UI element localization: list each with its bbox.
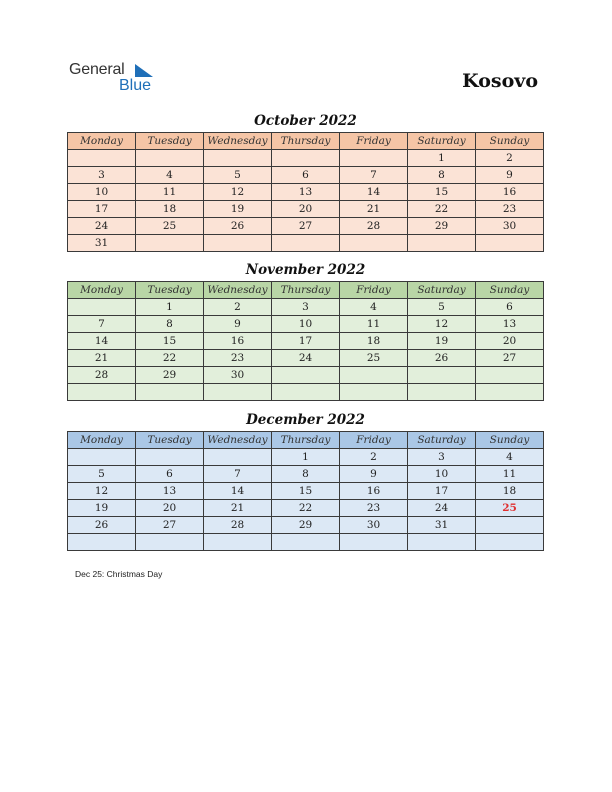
day-cell: 29 — [272, 517, 340, 534]
day-cell — [340, 150, 408, 167]
day-cell — [476, 367, 544, 384]
day-cell: 19 — [204, 201, 272, 218]
day-cell — [340, 367, 408, 384]
day-cell — [204, 449, 272, 466]
weekday-header: Sunday — [476, 282, 544, 299]
weekday-header: Saturday — [408, 432, 476, 449]
day-cell — [272, 534, 340, 551]
weekday-header-row — [68, 282, 544, 299]
week-row — [68, 299, 544, 316]
day-cell: 21 — [68, 350, 136, 367]
day-cell: 20 — [136, 500, 204, 517]
day-cell — [136, 534, 204, 551]
day-cell: 20 — [272, 201, 340, 218]
day-cell: 14 — [68, 333, 136, 350]
day-cell — [340, 235, 408, 252]
weekday-header: Tuesday — [136, 432, 204, 449]
day-cell: 7 — [68, 316, 136, 333]
day-cell: 19 — [68, 500, 136, 517]
day-cell: 23 — [204, 350, 272, 367]
day-cell — [136, 150, 204, 167]
day-cell: 14 — [204, 483, 272, 500]
week-row — [68, 367, 544, 384]
weekday-header: Thursday — [272, 282, 340, 299]
weekday-header: Thursday — [272, 432, 340, 449]
weekday-header-row — [68, 133, 544, 150]
week-row — [68, 167, 544, 184]
day-cell — [204, 150, 272, 167]
day-cell: 21 — [204, 500, 272, 517]
weekday-header: Friday — [340, 133, 408, 150]
day-cell: 17 — [272, 333, 340, 350]
day-cell: 18 — [476, 483, 544, 500]
day-cell: 4 — [476, 449, 544, 466]
weekday-header: Wednesday — [204, 133, 272, 150]
day-cell — [136, 449, 204, 466]
month-october — [67, 112, 544, 252]
day-cell — [204, 534, 272, 551]
day-cell: 22 — [272, 500, 340, 517]
day-cell: 24 — [408, 500, 476, 517]
weekday-header: Wednesday — [204, 282, 272, 299]
day-cell — [408, 367, 476, 384]
calendar-table — [67, 132, 544, 252]
day-cell: 17 — [408, 483, 476, 500]
week-row — [68, 201, 544, 218]
day-cell — [340, 384, 408, 401]
day-cell: 26 — [68, 517, 136, 534]
week-row — [68, 449, 544, 466]
day-cell: 26 — [408, 350, 476, 367]
day-cell: 8 — [272, 466, 340, 483]
day-cell: 28 — [68, 367, 136, 384]
day-cell: 20 — [476, 333, 544, 350]
day-cell — [272, 367, 340, 384]
holiday-note: Dec 25: Christmas Day — [75, 569, 163, 579]
day-cell: 4 — [136, 167, 204, 184]
day-cell: 2 — [340, 449, 408, 466]
day-cell: 9 — [204, 316, 272, 333]
weekday-header: Friday — [340, 432, 408, 449]
day-cell: 29 — [136, 367, 204, 384]
holiday-day-cell: 25 — [476, 500, 544, 517]
day-cell: 22 — [136, 350, 204, 367]
day-cell: 11 — [476, 466, 544, 483]
day-cell: 2 — [476, 150, 544, 167]
week-row — [68, 218, 544, 235]
day-cell — [272, 384, 340, 401]
day-cell: 10 — [68, 184, 136, 201]
day-cell: 15 — [272, 483, 340, 500]
day-cell: 8 — [408, 167, 476, 184]
day-cell: 18 — [136, 201, 204, 218]
day-cell: 23 — [340, 500, 408, 517]
day-cell: 10 — [272, 316, 340, 333]
day-cell: 9 — [476, 167, 544, 184]
week-row — [68, 350, 544, 367]
day-cell: 27 — [136, 517, 204, 534]
day-cell: 11 — [136, 184, 204, 201]
day-cell — [476, 517, 544, 534]
day-cell: 1 — [136, 299, 204, 316]
week-row — [68, 316, 544, 333]
week-row — [68, 235, 544, 252]
day-cell: 25 — [340, 350, 408, 367]
day-cell: 30 — [204, 367, 272, 384]
day-cell: 6 — [272, 167, 340, 184]
weekday-header: Sunday — [476, 432, 544, 449]
day-cell — [68, 150, 136, 167]
day-cell — [68, 449, 136, 466]
day-cell — [68, 534, 136, 551]
day-cell: 1 — [272, 449, 340, 466]
day-cell: 3 — [272, 299, 340, 316]
week-row — [68, 333, 544, 350]
day-cell: 19 — [408, 333, 476, 350]
day-cell: 12 — [408, 316, 476, 333]
day-cell: 16 — [204, 333, 272, 350]
day-cell: 28 — [204, 517, 272, 534]
week-row — [68, 150, 544, 167]
week-row — [68, 384, 544, 401]
weekday-header: Monday — [68, 282, 136, 299]
day-cell — [408, 534, 476, 551]
day-cell: 18 — [340, 333, 408, 350]
day-cell: 8 — [136, 316, 204, 333]
day-cell: 12 — [204, 184, 272, 201]
day-cell — [476, 534, 544, 551]
week-row — [68, 534, 544, 551]
day-cell: 21 — [340, 201, 408, 218]
logo — [69, 61, 169, 97]
day-cell — [204, 384, 272, 401]
day-cell: 17 — [68, 201, 136, 218]
day-cell — [408, 384, 476, 401]
day-cell: 1 — [408, 150, 476, 167]
month-november — [67, 261, 544, 401]
logo-triangle-icon — [135, 64, 153, 78]
day-cell: 3 — [408, 449, 476, 466]
day-cell — [408, 235, 476, 252]
day-cell: 13 — [136, 483, 204, 500]
day-cell: 15 — [136, 333, 204, 350]
day-cell: 25 — [136, 218, 204, 235]
weekday-header: Sunday — [476, 133, 544, 150]
day-cell: 23 — [476, 201, 544, 218]
day-cell: 29 — [408, 218, 476, 235]
day-cell: 5 — [68, 466, 136, 483]
day-cell: 30 — [476, 218, 544, 235]
day-cell: 24 — [272, 350, 340, 367]
day-cell: 31 — [68, 235, 136, 252]
day-cell: 10 — [408, 466, 476, 483]
day-cell: 7 — [204, 466, 272, 483]
weekday-header: Wednesday — [204, 432, 272, 449]
day-cell: 5 — [408, 299, 476, 316]
weekday-header: Tuesday — [136, 282, 204, 299]
day-cell: 26 — [204, 218, 272, 235]
week-row — [68, 483, 544, 500]
month-december — [67, 411, 544, 551]
day-cell: 12 — [68, 483, 136, 500]
day-cell: 3 — [68, 167, 136, 184]
day-cell: 15 — [408, 184, 476, 201]
logo-blue-text: Blue — [119, 77, 152, 94]
day-cell: 6 — [476, 299, 544, 316]
day-cell — [68, 384, 136, 401]
day-cell: 16 — [476, 184, 544, 201]
week-row — [68, 500, 544, 517]
country-title: Kosovo — [462, 70, 538, 92]
day-cell — [136, 384, 204, 401]
day-cell: 28 — [340, 218, 408, 235]
week-row — [68, 517, 544, 534]
day-cell — [272, 235, 340, 252]
day-cell: 27 — [476, 350, 544, 367]
week-row — [68, 184, 544, 201]
day-cell — [136, 235, 204, 252]
weekday-header: Tuesday — [136, 133, 204, 150]
day-cell: 31 — [408, 517, 476, 534]
month-title: December 2022 — [246, 412, 365, 428]
day-cell — [476, 384, 544, 401]
calendar-table — [67, 281, 544, 401]
weekday-header-row — [68, 432, 544, 449]
month-title: November 2022 — [245, 262, 366, 278]
day-cell: 27 — [272, 218, 340, 235]
day-cell: 24 — [68, 218, 136, 235]
day-cell — [204, 235, 272, 252]
logo-general-text: General — [69, 61, 125, 78]
day-cell — [476, 235, 544, 252]
day-cell: 7 — [340, 167, 408, 184]
day-cell: 14 — [340, 184, 408, 201]
weekday-header: Thursday — [272, 133, 340, 150]
weekday-header: Monday — [68, 133, 136, 150]
week-row — [68, 466, 544, 483]
day-cell: 5 — [204, 167, 272, 184]
day-cell — [272, 150, 340, 167]
calendar-table — [67, 431, 544, 551]
weekday-header: Saturday — [408, 282, 476, 299]
day-cell — [340, 534, 408, 551]
day-cell: 13 — [476, 316, 544, 333]
day-cell: 9 — [340, 466, 408, 483]
day-cell: 2 — [204, 299, 272, 316]
weekday-header: Monday — [68, 432, 136, 449]
day-cell: 13 — [272, 184, 340, 201]
day-cell: 22 — [408, 201, 476, 218]
month-title: October 2022 — [254, 113, 357, 129]
day-cell: 30 — [340, 517, 408, 534]
day-cell — [68, 299, 136, 316]
weekday-header: Friday — [340, 282, 408, 299]
day-cell: 16 — [340, 483, 408, 500]
day-cell: 11 — [340, 316, 408, 333]
day-cell: 4 — [340, 299, 408, 316]
weekday-header: Saturday — [408, 133, 476, 150]
day-cell: 6 — [136, 466, 204, 483]
